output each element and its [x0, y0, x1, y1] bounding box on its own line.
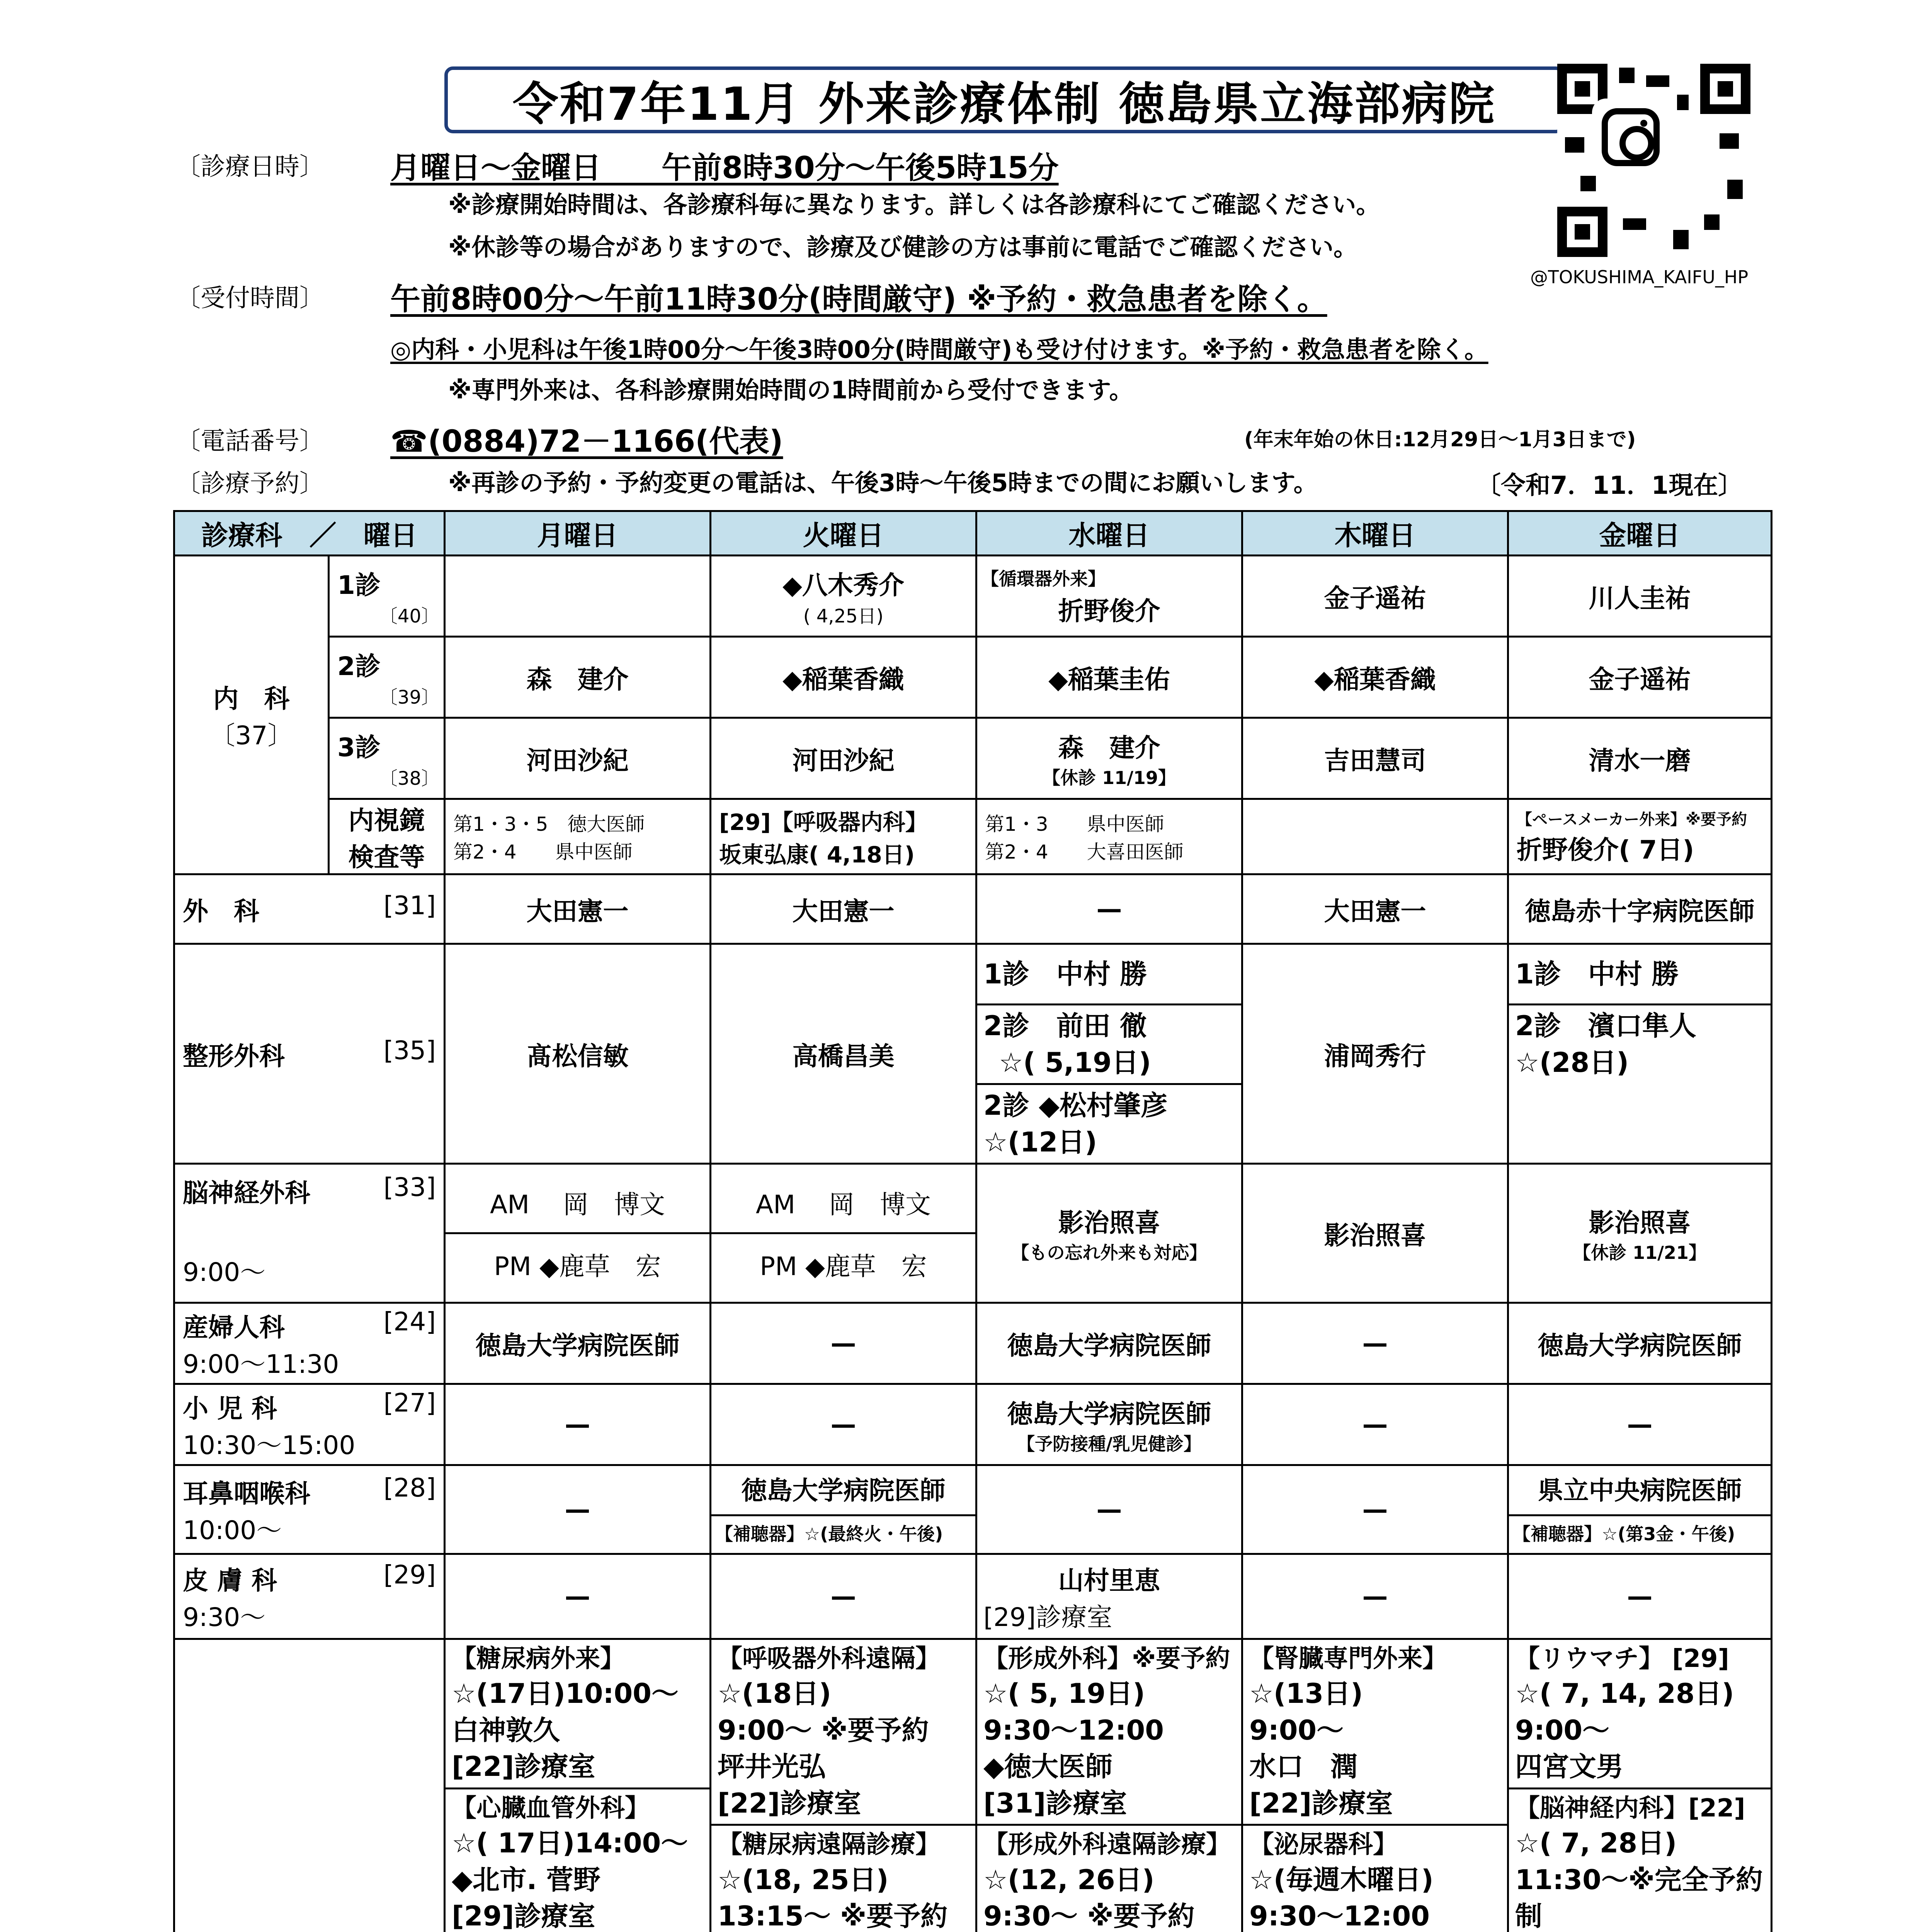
naika-label-cell [174, 556, 329, 874]
senmon-clinic-line: 白神敦久 [452, 1714, 560, 1746]
senmon-clinic-line: 9:00～ [1249, 1714, 1344, 1746]
naika-1-tue: ◆八木秀介 [782, 570, 904, 600]
naika-3-name: 3診 [337, 732, 381, 762]
instagram-icon [1592, 99, 1669, 176]
shouni-wed-sub: 【予防接種/乳児健診】 [1017, 1434, 1201, 1454]
senmon-clinic-line: ☆( 5, 19日) [983, 1678, 1145, 1710]
seikei-wed-3-sub: ☆(12日) [983, 1126, 1097, 1158]
senmon-thu [1242, 1639, 1508, 1932]
reception-note-2: ※専門外来は、各科診療開始時間の1時間前から受付できます。 [448, 376, 1133, 404]
shouni-room: [27] [383, 1388, 436, 1418]
senmon-clinic-title: 【形成外科】※要予約 [983, 1645, 1230, 1673]
hours-label: 〔診療日時〕 [176, 153, 324, 181]
endo-name-1: 内視鏡 [348, 806, 425, 835]
naika-1-tue-sub: ( 4,25日) [803, 605, 884, 627]
senmon-clinic-line: ☆( 7, 28日) [1515, 1827, 1677, 1859]
geka-wed: — [976, 874, 1242, 944]
seikei-room: [35] [383, 1035, 436, 1065]
senmon-clinic-line: ☆(12, 26日) [983, 1864, 1155, 1896]
senmon-clinic-line: ☆( 17日)14:00～ [452, 1827, 688, 1859]
reservation-note: ※再診の予約・予約変更の電話は、午後3時～午後5時までの間にお願いします。 [448, 469, 1318, 497]
naika-2-room: 〔39〕 [379, 686, 440, 708]
senmon-clinic-line: [31]診療室 [983, 1787, 1127, 1819]
noushinkei-room: [33] [383, 1172, 436, 1202]
senmon-clinic-title: 【糖尿病遠隔診療】 [718, 1830, 940, 1859]
senmon-clinic-title: 【脳神経内科】[22] [1515, 1794, 1745, 1823]
senmon-fri-block [1509, 1787, 1771, 1932]
endo-tue-1: [29]【呼吸器内科】 [719, 809, 928, 835]
noushinkei-mon-am: AM 岡 博文 [490, 1190, 665, 1219]
table-row [174, 1164, 1772, 1303]
seikei-fri-1: 1診 中村 勝 [1515, 958, 1679, 990]
header-thu: 木曜日 [1242, 511, 1508, 556]
geka-thu: 大田憲一 [1242, 874, 1508, 944]
senmon-clinic-line: 9:00～ ※要予約 [718, 1714, 929, 1746]
jibi-tue: 徳島大学病院医師 [741, 1475, 946, 1505]
endo-tue-2: 坂東弘康( 4,18日) [719, 842, 915, 868]
noushinkei-wed-sub: 【もの忘れ外来も対応】 [1011, 1242, 1207, 1263]
senmon-wed-block [977, 1824, 1241, 1932]
reservation-label: 〔診療予約〕 [176, 469, 324, 498]
instagram-qr-code[interactable] [1557, 64, 1750, 257]
geka-label: 外 科 [183, 896, 259, 926]
instagram-handle: @TOKUSHIMA_KAIFU_HP [1530, 267, 1749, 287]
hours-note-1: ※診療開始時間は、各診療科毎に異なります。詳しくは各診療科にてご確認ください。 [448, 190, 1380, 219]
naika-3-wed-sub: 【休診 11/19】 [1043, 767, 1176, 788]
hours-note-2: ※休診等の場合がありますので、診療及び健診の方は事前に電話でご確認ください。 [448, 233, 1358, 261]
noushinkei-tue-pm: PM ◆鹿草 宏 [711, 1232, 975, 1294]
senmon-clinic-title: 【呼吸器外科遠隔】 [718, 1645, 940, 1673]
senmon-clinic-line: 水口 潤 [1249, 1751, 1357, 1783]
hifu-time: 9:30～ [183, 1602, 266, 1632]
senmon-fri [1508, 1639, 1772, 1932]
header-wed: 水曜日 [976, 511, 1242, 556]
senmon-clinic-line: 9:30～ ※要予約 [983, 1900, 1195, 1932]
naika-3-room: 〔38〕 [379, 767, 440, 789]
naika-3-wed: 森 建介 [1058, 733, 1160, 763]
senmon-label [174, 1639, 445, 1932]
jibi-label: 耳鼻咽喉科 [183, 1478, 310, 1509]
reception-value: 午前8時00分～午前11時30分(時間厳守) ※予約・救急患者を除く。 [390, 282, 1327, 317]
naika-1-wed-head: 【循環器外来】 [981, 568, 1106, 589]
holiday-note: (年末年始の休日:12月29日～1月3日まで) [1244, 428, 1636, 451]
table-row [174, 1303, 1772, 1384]
shouni-thu: — [1242, 1384, 1508, 1465]
jibi-tue-sub: 【補聴器】☆(最終火・午後) [711, 1514, 975, 1549]
senmon-mon-block [446, 1787, 709, 1932]
senmon-clinic-title: 【リウマチ】 [29] [1515, 1645, 1729, 1673]
table-row [174, 874, 1772, 944]
noushinkei-label: 脳神経外科 [183, 1178, 310, 1208]
senmon-clinic-line: ◆徳大医師 [983, 1751, 1112, 1783]
senmon-clinic-line: [22]診療室 [718, 1787, 861, 1819]
table-row [174, 1384, 1772, 1465]
senmon-clinic-title: 【形成外科遠隔診療】 [983, 1830, 1231, 1859]
sanfujin-thu: — [1242, 1303, 1508, 1384]
jibi-fri-sub: 【補聴器】☆(第3金・午後) [1509, 1514, 1771, 1549]
senmon-clinic-line: 9:30～12:00 [983, 1714, 1164, 1746]
sanfujin-room: [24] [383, 1306, 436, 1337]
shouni-time: 10:30～15:00 [183, 1430, 356, 1460]
hifu-mon: — [445, 1554, 711, 1639]
noushinkei-thu: 影治照喜 [1242, 1164, 1508, 1303]
senmon-tue-block [711, 1824, 975, 1932]
seikei-label: 整形外科 [183, 1041, 285, 1071]
naika-1-wed: 折野俊介 [1058, 596, 1160, 626]
naika-2-fri: 金子遥祐 [1508, 637, 1772, 718]
schedule-table [173, 510, 1772, 1932]
senmon-clinic-line: ☆(17日)10:00～ [452, 1678, 679, 1710]
shouni-tue: — [711, 1384, 976, 1465]
sanfujin-time: 9:00～11:30 [183, 1349, 339, 1379]
table-header-row [174, 511, 1772, 556]
hifu-fri: — [1508, 1554, 1772, 1639]
endo-mon-1: 第1・3・5 徳大医師 [453, 813, 645, 835]
senmon-thu-block [1243, 1640, 1507, 1824]
senmon-clinic-line: 坪井光弘 [718, 1751, 826, 1783]
hifu-thu: — [1242, 1554, 1508, 1639]
endo-mon-2: 第2・4 県中医師 [453, 841, 633, 863]
as-of-date: 〔令和7．11．1現在〕 [1476, 471, 1743, 500]
table-row [174, 1639, 1772, 1932]
geka-room: [31] [383, 891, 436, 920]
sanfujin-wed: 徳島大学病院医師 [976, 1303, 1242, 1384]
shouni-fri: — [1508, 1384, 1772, 1465]
senmon-clinic-line: 9:30～12:00 [1249, 1900, 1430, 1932]
senmon-clinic-line: ☆( 7, 14, 28日) [1515, 1678, 1734, 1710]
senmon-clinic-title: 【糖尿病外来】 [452, 1645, 625, 1673]
seikei-fri-2: 2診 濱口隼人 [1515, 1010, 1696, 1042]
table-row [174, 1554, 1772, 1639]
senmon-clinic-title: 【心臓血管外科】 [452, 1794, 650, 1823]
jibi-wed: — [976, 1465, 1242, 1554]
senmon-mon-block [446, 1640, 709, 1787]
naika-1-name: 1診 [337, 570, 381, 600]
naika-2-mon: 森 建介 [445, 637, 711, 718]
naika-label: 内 科 [213, 684, 290, 714]
table-row [174, 1465, 1772, 1554]
naika-1-mon [445, 556, 711, 637]
header-mon: 月曜日 [445, 511, 711, 556]
seikei-fri-2-sub: ☆(28日) [1515, 1046, 1629, 1078]
senmon-wed [976, 1639, 1242, 1932]
table-row [174, 637, 1772, 718]
senmon-clinic-line: ☆(13日) [1249, 1678, 1363, 1710]
senmon-tue [711, 1639, 976, 1932]
seikei-mon: 髙松信敏 [445, 944, 711, 1164]
naika-1-fri: 川人圭祐 [1508, 556, 1772, 637]
hours-value: 月曜日～金曜日 午前8時30分～午後5時15分 [390, 151, 1059, 185]
hifu-wed: 山村里恵 [1058, 1565, 1160, 1595]
sanfujin-tue: — [711, 1303, 976, 1384]
seikei-tue: 高橋昌美 [711, 944, 976, 1164]
endo-fri-1: 【ペースメーカー外来】※要予約 [1517, 811, 1747, 828]
senmon-clinic-line: ☆(18, 25日) [718, 1864, 889, 1896]
senmon-clinic-title: 【泌尿器科】 [1249, 1830, 1398, 1859]
naika-3-thu: 吉田慧司 [1242, 718, 1508, 799]
noushinkei-tue-am: AM 岡 博文 [755, 1190, 931, 1219]
hifu-tue: — [711, 1554, 976, 1639]
naika-2-name: 2診 [337, 651, 381, 681]
jibi-mon: — [445, 1465, 711, 1554]
noushinkei-mon-pm: PM ◆鹿草 宏 [446, 1232, 709, 1294]
sanfujin-fri: 徳島大学病院医師 [1508, 1303, 1772, 1384]
seikei-wed-2-sub: ☆( 5,19日) [999, 1046, 1151, 1078]
senmon-clinic-line: ◆北市. 菅野 [452, 1864, 600, 1896]
naika-1-room: 〔40〕 [379, 605, 440, 627]
senmon-clinic-line: ☆(18日) [718, 1678, 832, 1710]
hifu-label: 皮 膚 科 [183, 1565, 277, 1595]
naika-3-tue: 河田沙紀 [711, 718, 976, 799]
noushinkei-fri: 影治照喜 [1589, 1208, 1691, 1238]
senmon-clinic-line: [22]診療室 [452, 1751, 595, 1783]
header-fri: 金曜日 [1508, 511, 1772, 556]
reception-label: 〔受付時間〕 [176, 284, 324, 313]
senmon-wed-block [977, 1640, 1241, 1824]
geka-mon: 大田憲一 [445, 874, 711, 944]
seikei-wed-1: 1診 中村 勝 [983, 958, 1147, 990]
sanfujin-label: 産婦人科 [183, 1312, 285, 1342]
endo-fri-2: 折野俊介( 7日) [1517, 835, 1694, 865]
seikei-thu: 浦岡秀行 [1242, 944, 1508, 1164]
endo-wed-2: 第2・4 大喜田医師 [985, 841, 1184, 863]
naika-1-thu: 金子遥祐 [1242, 556, 1508, 637]
header-dept-day: 診療科 ／ 曜日 [174, 511, 445, 556]
sanfujin-mon: 徳島大学病院医師 [445, 1303, 711, 1384]
seikei-wed-3: 2診 ◆松村肇彦 [983, 1090, 1168, 1121]
seikei-wed-2: 2診 前田 徹 [983, 1010, 1147, 1042]
shouni-label: 小 児 科 [183, 1393, 277, 1423]
phone-value[interactable]: ☎(0884)72－1166(代表) [390, 424, 783, 459]
jibi-thu: — [1242, 1465, 1508, 1554]
phone-label: 〔電話番号〕 [176, 427, 324, 456]
shouni-mon: — [445, 1384, 711, 1465]
naika-2-tue: ◆稲葉香織 [711, 637, 976, 718]
geka-tue: 大田憲一 [711, 874, 976, 944]
senmon-clinic-line: [29]診療室 [452, 1900, 595, 1932]
senmon-tue-block [711, 1640, 975, 1824]
noushinkei-fri-sub: 【休診 11/21】 [1573, 1242, 1706, 1263]
jibi-fri: 県立中央病院医師 [1538, 1475, 1742, 1505]
senmon-fri-block [1509, 1640, 1771, 1787]
naika-2-wed: ◆稲葉圭佑 [976, 637, 1242, 718]
jibi-room: [28] [383, 1473, 436, 1503]
senmon-clinic-title: 【腎臓専門外来】 [1249, 1645, 1447, 1673]
senmon-clinic-line: 9:00～ [1515, 1714, 1610, 1746]
table-row [174, 556, 1772, 637]
senmon-clinic-line: 11:30～※完全予約制 [1515, 1864, 1763, 1932]
noushinkei-time: 9:00～ [183, 1257, 266, 1287]
senmon-clinic-line: ☆(毎週木曜日) [1249, 1864, 1434, 1896]
table-row [174, 944, 1772, 1164]
senmon-thu-block [1243, 1824, 1507, 1932]
geka-fri: 徳島赤十字病院医師 [1508, 874, 1772, 944]
table-row [174, 718, 1772, 799]
senmon-clinic-line: 13:15～ ※要予約 [718, 1900, 948, 1932]
naika-2-thu: ◆稲葉香織 [1242, 637, 1508, 718]
senmon-clinic-line: [22]診療室 [1249, 1787, 1393, 1819]
naika-room: 〔37〕 [209, 721, 293, 750]
shouni-wed: 徳島大学病院医師 [1007, 1399, 1211, 1429]
naika-3-mon: 河田沙紀 [445, 718, 711, 799]
header-tue: 火曜日 [711, 511, 976, 556]
page-title: 令和7年11月 外来診療体制 徳島県立海部病院 [444, 66, 1564, 133]
table-row [174, 799, 1772, 874]
senmon-clinic-line: 四宮文男 [1515, 1751, 1623, 1783]
naika-3-fri: 清水一磨 [1508, 718, 1772, 799]
endo-name-2: 検査等 [348, 842, 425, 872]
noushinkei-wed: 影治照喜 [1058, 1208, 1160, 1238]
senmon-mon [445, 1639, 711, 1932]
hifu-wed-sub: [29]診療室 [983, 1602, 1112, 1632]
reception-note-1: ◎内科・小児科は午後1時00分～午後3時00分(時間厳守)も受け付けます。※予約・救急患者を除く。 [390, 335, 1488, 364]
hifu-room: [29] [383, 1560, 436, 1590]
jibi-time: 10:00～ [183, 1515, 282, 1545]
endo-thu [1242, 799, 1508, 874]
endo-wed-1: 第1・3 県中医師 [985, 813, 1164, 835]
